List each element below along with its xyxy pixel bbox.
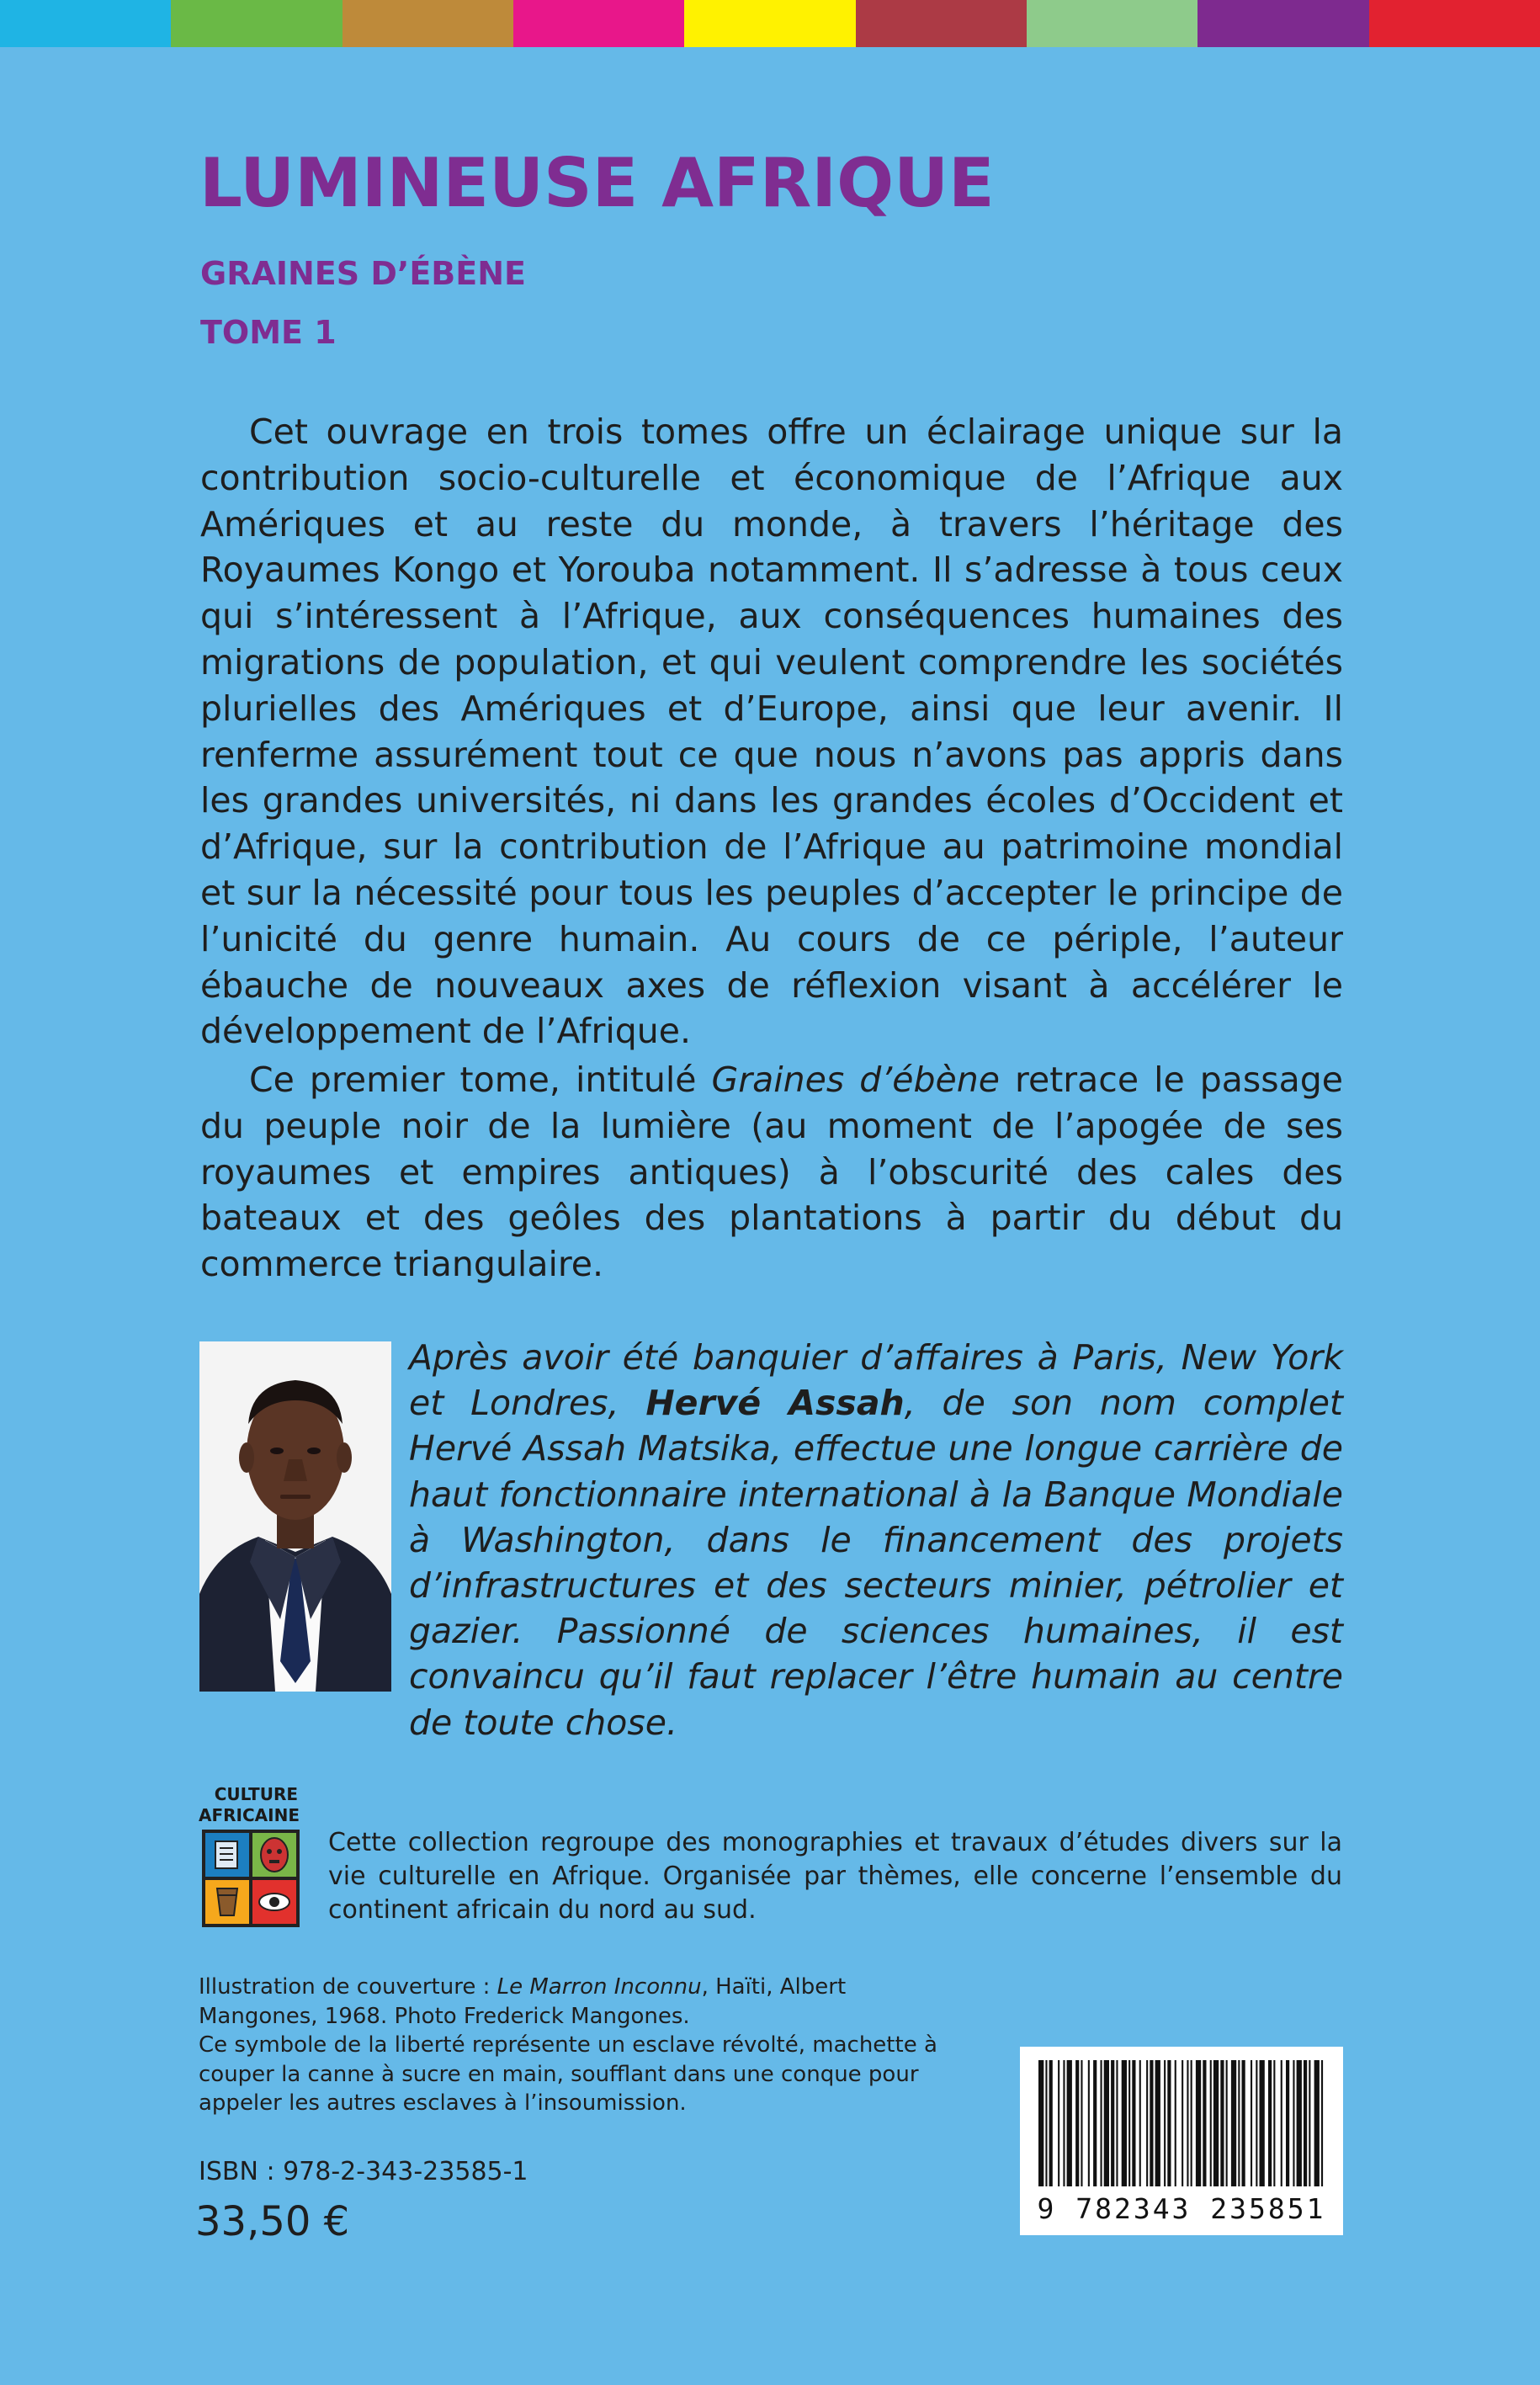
barcode bbox=[1020, 2047, 1343, 2235]
barcode-bar bbox=[1063, 2060, 1065, 2186]
barcode-bar bbox=[1104, 2060, 1109, 2186]
barcode-bar bbox=[1268, 2060, 1272, 2186]
barcode-bar bbox=[1101, 2060, 1102, 2186]
barcode-bar bbox=[1251, 2060, 1252, 2186]
barcode-bar bbox=[1293, 2060, 1294, 2186]
author-photo bbox=[199, 1341, 391, 1692]
synopsis-paragraph-1: Cet ouvrage en trois tomes offre un éclairage unique sur la contribution socio-culturelle et économique de l’Afrique aux Amériques et au reste du monde, à travers l’héritage des Royaumes Kongo et Yorouba notamment. Il s’adresse à tous ceux qui s’intéressent à l’Afrique, aux conséquences humaines des migrations de population, et qui veulent comprendre les sociétés plurielles des Amériques et d’Europe, ainsi que leur avenir. Il renferme assurément tout ce que nous n’avons pas appris dans les grandes universités, ni dans les grandes écoles d’Occident et d’Afrique, sur la contribution de l’Afrique au patrimoine mondial et sur la nécessité pour tous les peuples d’accepter le principe de l’unicité du genre humain. Au cours de ce périple, l’auteur ébauche de nouveaux axes de réflexion visant à accélérer le développement de l’Afrique. bbox=[200, 412, 1343, 1052]
barcode-bar bbox=[1226, 2060, 1228, 2186]
collection-description: Cette collection regroupe des monographies et travaux d’études divers sur la vie culturelle en Afrique. Organisée par thèmes, elle concerne l’ensemble du continent africain du nord au sud. bbox=[328, 1828, 1342, 1925]
barcode-bar bbox=[1256, 2060, 1257, 2186]
color-stripe-3 bbox=[343, 0, 513, 47]
barcode-bar bbox=[1139, 2060, 1141, 2186]
barcode-bar bbox=[1049, 2060, 1053, 2186]
barcode-bar bbox=[1281, 2060, 1282, 2186]
isbn: ISBN : 978-2-343-23585-1 bbox=[199, 2157, 528, 2186]
barcode-bar bbox=[1242, 2060, 1245, 2186]
barcode-bar bbox=[1210, 2060, 1212, 2186]
collection-label-line-2: AFRICAINE bbox=[199, 1805, 300, 1825]
color-stripe-9 bbox=[1369, 0, 1540, 47]
barcode-bar bbox=[1155, 2060, 1160, 2186]
barcode-bar bbox=[1081, 2060, 1082, 2186]
synopsis-paragraph-2 bbox=[200, 1057, 1343, 1288]
barcode-bar bbox=[1164, 2060, 1166, 2186]
barcode-bar bbox=[1309, 2060, 1310, 2186]
barcode-bar bbox=[1187, 2060, 1188, 2186]
barcode-bar bbox=[1273, 2060, 1275, 2186]
barcode-bar bbox=[1058, 2060, 1059, 2186]
author-name: Hervé Assah bbox=[645, 1383, 905, 1424]
barcode-digits: 9 782343 235851 bbox=[1037, 2192, 1326, 2225]
cover-credits bbox=[199, 1973, 939, 2118]
credits-artwork-title: Le Marron Inconnu bbox=[497, 1974, 702, 2000]
barcode-bar bbox=[1116, 2060, 1118, 2186]
barcode-bar bbox=[1196, 2060, 1201, 2186]
synopsis-p2-start: Ce premier tome, intitulé bbox=[249, 1060, 712, 1100]
color-stripe-4 bbox=[513, 0, 684, 47]
credits-prefix: Illustration de couverture : bbox=[199, 1974, 497, 2000]
collection-label bbox=[199, 1784, 298, 1826]
barcode-bar bbox=[1093, 2060, 1097, 2186]
color-stripe-7 bbox=[1027, 0, 1197, 47]
barcode-bar bbox=[1167, 2060, 1171, 2186]
barcode-bar bbox=[1128, 2060, 1130, 2186]
barcode-bar bbox=[1038, 2060, 1043, 2186]
author-bio bbox=[409, 1335, 1343, 1745]
barcode-bar bbox=[1175, 2060, 1176, 2186]
credits-artwork-info: , Haïti, Albert Mangones, 1968. Photo Frederick Mangones. bbox=[199, 1974, 847, 2029]
barcode-bar bbox=[1304, 2060, 1307, 2186]
barcode-bar bbox=[1067, 2060, 1072, 2186]
barcode-bar bbox=[1111, 2060, 1114, 2186]
barcode-bar bbox=[1314, 2060, 1320, 2186]
barcode-bar bbox=[1238, 2060, 1240, 2186]
barcode-bar bbox=[1191, 2060, 1192, 2186]
book-volume: TOME 1 bbox=[200, 314, 337, 351]
barcode-bar bbox=[1075, 2060, 1079, 2186]
credits-symbol-description: Ce symbole de la liberté représente un esclave révolté, machette à couper la canne à sucre en main, soufflant dans une conque pour appeler les autres esclaves à l’insoumission. bbox=[199, 2032, 937, 2116]
barcode-bar bbox=[1213, 2060, 1219, 2186]
color-stripe-1 bbox=[0, 0, 171, 47]
barcode-icon bbox=[1033, 2060, 1330, 2193]
book-subtitle: GRAINES D’ÉBÈNE bbox=[200, 255, 526, 292]
barcode-bar bbox=[1286, 2060, 1289, 2186]
color-stripe-2 bbox=[171, 0, 342, 47]
barcode-bar bbox=[1088, 2060, 1090, 2186]
barcode-bar bbox=[1150, 2060, 1153, 2186]
color-stripe-bar bbox=[0, 0, 1540, 47]
barcode-bar bbox=[1260, 2060, 1265, 2186]
color-stripe-8 bbox=[1197, 0, 1368, 47]
author-portrait-icon bbox=[199, 1341, 391, 1692]
author-bio-start: Après avoir été banquier d’affaires à Paris, New York et Londres, bbox=[409, 1337, 1343, 1424]
barcode-bar bbox=[1321, 2060, 1323, 2186]
barcode-bar bbox=[1132, 2060, 1135, 2186]
author-bio-end: , de son nom complet Hervé Assah Matsika, effectue une longue carrière de haut fonctionnaire international à la Banque Mondiale à Washington, dans le financement des projets d’infrastructures et des secteurs minier, pétrolier et gazier. Passionné de sciences humaines, il est convaincu qu’il faut replacer l’être humain au centre de toute chose. bbox=[409, 1383, 1343, 1743]
barcode-bar bbox=[1045, 2060, 1047, 2186]
collection-logo bbox=[202, 1830, 300, 1927]
collection-label-line-1: CULTURE bbox=[214, 1784, 298, 1804]
culture-africaine-logo-icon bbox=[202, 1830, 300, 1927]
book-title: LUMINEUSE AFRIQUE bbox=[199, 144, 995, 222]
barcode-bar bbox=[1297, 2060, 1302, 2186]
barcode-bar bbox=[1203, 2060, 1206, 2186]
price: 33,50 € bbox=[195, 2198, 350, 2245]
color-stripe-6 bbox=[856, 0, 1027, 47]
barcode-bar bbox=[1220, 2060, 1224, 2186]
barcode-bar bbox=[1146, 2060, 1148, 2186]
synopsis-p2-end: retrace le passage du peuple noir de la lumière (au moment de l’apogée de ses royaumes et empires antiques) à l’obscurité des cales des bateaux et des geôles des plantations à partir du début du commerce triangulaire. bbox=[200, 1060, 1343, 1285]
barcode-bar bbox=[1122, 2060, 1127, 2186]
synopsis-p2-title: Graines d’ébène bbox=[711, 1060, 1000, 1100]
barcode-bar bbox=[1182, 2060, 1183, 2186]
barcode-bar bbox=[1231, 2060, 1236, 2186]
color-stripe-5 bbox=[684, 0, 855, 47]
